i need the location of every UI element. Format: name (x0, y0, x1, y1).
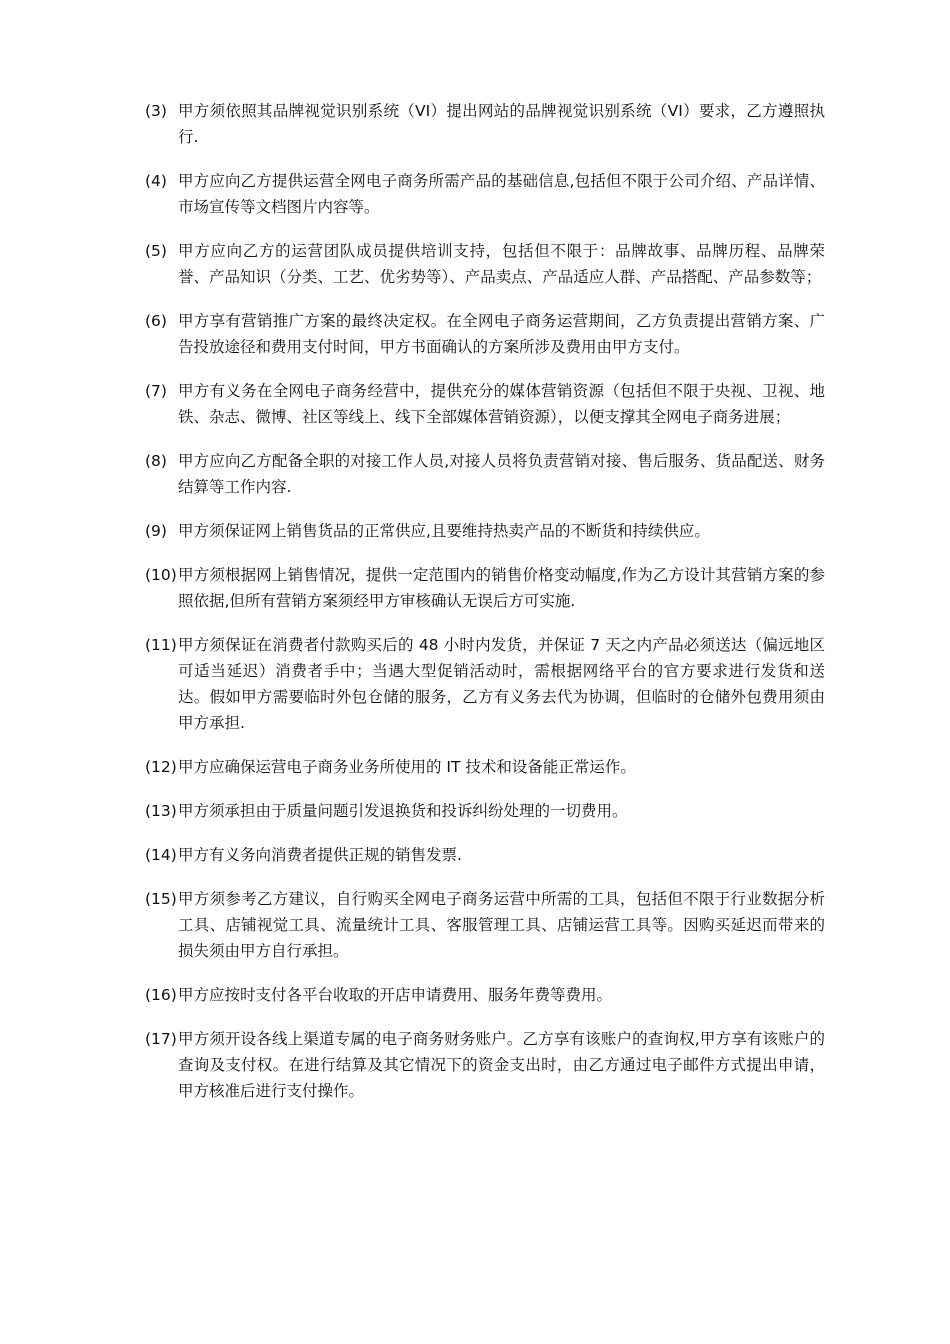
clause-text: 甲方应确保运营电子商务业务所使用的 IT 技术和设备能正常运作。 (178, 758, 636, 776)
clause-number: (4) (145, 172, 167, 190)
clause-text: 甲方须保证网上销售货品的正常供应,且要维持热卖产品的不断货和持续供应。 (178, 522, 710, 540)
clause-item (145, 518, 825, 544)
clause-text: 甲方有义务在全网电子商务经营中，提供充分的媒体营销资源（包括但不限于央视、卫视、地铁、杂志、微博、社区等线上、线下全部媒体营销资源），以便支撑其全网电子商务进展； (178, 382, 825, 426)
clause-number: (11) (145, 636, 177, 654)
clause-text: 甲方应按时支付各平台收取的开店申请费用、服务年费等费用。 (178, 986, 613, 1004)
clause-text: 甲方须承担由于质量问题引发退换货和投诉纠纷处理的一切费用。 (178, 802, 628, 820)
clause-list (145, 98, 825, 1122)
clause-number: (9) (145, 522, 167, 540)
clause-item (145, 238, 825, 290)
clause-item (145, 98, 825, 150)
clause-text: 甲方有义务向消费者提供正规的销售发票. (178, 846, 462, 864)
clause-number: (8) (145, 452, 167, 470)
clause-text: 甲方须依照其品牌视觉识别系统（VI）提出网站的品牌视觉识别系统（VI）要求，乙方遵照执行. (178, 102, 825, 146)
clause-number: (5) (145, 242, 167, 260)
clause-text: 甲方应向乙方配备全职的对接工作人员,对接人员将负责营销对接、售后服务、货品配送、财务结算等工作内容. (178, 452, 825, 496)
clause-item (145, 168, 825, 220)
clause-item (145, 1026, 825, 1104)
clause-item (145, 378, 825, 430)
clause-item (145, 448, 825, 500)
clause-number: (16) (145, 986, 177, 1004)
clause-number: (14) (145, 846, 177, 864)
clause-number: (13) (145, 802, 177, 820)
clause-text: 甲方须根据网上销售情况，提供一定范围内的销售价格变动幅度,作为乙方设计其营销方案的参照依据,但所有营销方案须经甲方审核确认无误后方可实施. (178, 566, 825, 610)
clause-item (145, 562, 825, 614)
clause-item (145, 842, 825, 868)
clause-number: (17) (145, 1030, 177, 1048)
clause-text: 甲方须开设各线上渠道专属的电子商务财务账户。乙方享有该账户的查询权,甲方享有该账户的查询及支付权。在进行结算及其它情况下的资金支出时，由乙方通过电子邮件方式提出申请，甲方核准后进行支付操作。 (178, 1030, 825, 1100)
clause-number: (15) (145, 890, 177, 908)
clause-text: 甲方应向乙方的运营团队成员提供培训支持，包括但不限于：品牌故事、品牌历程、品牌荣誉、产品知识（分类、工艺、优劣势等）、产品卖点、产品适应人群、产品搭配、产品参数等； (178, 242, 825, 286)
clause-item (145, 308, 825, 360)
clause-number: (12) (145, 758, 177, 776)
clause-text: 甲方须参考乙方建议，自行购买全网电子商务运营中所需的工具，包括但不限于行业数据分析工具、店铺视觉工具、流量统计工具、客服管理工具、店铺运营工具等。因购买延迟而带来的损失须由甲方自行承担。 (178, 890, 825, 960)
clause-item (145, 886, 825, 964)
clause-number: (7) (145, 382, 167, 400)
clause-number: (3) (145, 102, 167, 120)
clause-item (145, 798, 825, 824)
clause-number: (6) (145, 312, 167, 330)
clause-item (145, 632, 825, 736)
clause-text: 甲方须保证在消费者付款购买后的 48 小时内发货，并保证 7 天之内产品必须送达（偏远地区可适当延迟）消费者手中；当遇大型促销活动时，需根据网络平台的官方要求进行发货和送达。假如甲方需要临时外包仓储的服务，乙方有义务去代为协调，但临时的仓储外包费用须由甲方承担. (178, 636, 825, 732)
clause-number: (10) (145, 566, 177, 584)
clause-text: 甲方享有营销推广方案的最终决定权。在全网电子商务运营期间，乙方负责提出营销方案、广告投放途径和费用支付时间，甲方书面确认的方案所涉及费用由甲方支付。 (178, 312, 825, 356)
clause-item (145, 982, 825, 1008)
clause-text: 甲方应向乙方提供运营全网电子商务所需产品的基础信息,包括但不限于公司介绍、产品详情、市场宣传等文档图片内容等。 (178, 172, 825, 216)
clause-item (145, 754, 825, 780)
